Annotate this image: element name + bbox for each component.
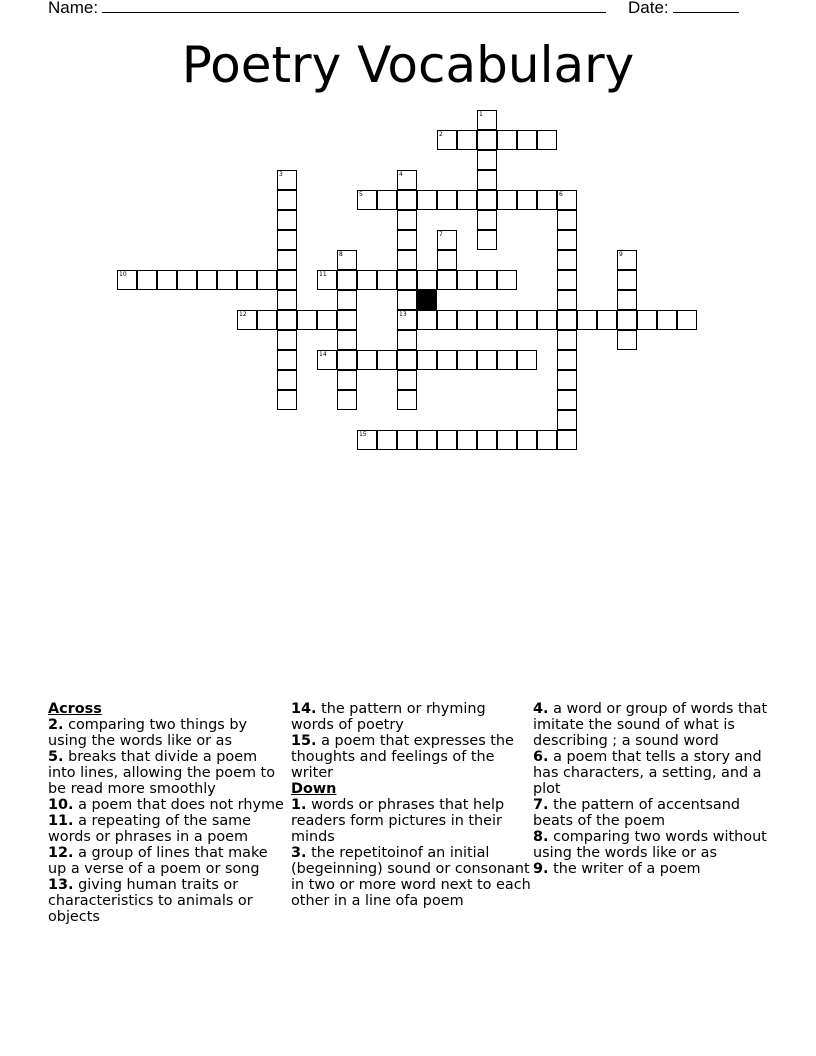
grid-cell[interactable] [377, 190, 397, 210]
clue-number: 10 [119, 271, 127, 278]
grid-cell[interactable] [397, 310, 417, 330]
grid-cell[interactable] [397, 350, 417, 370]
black-square [417, 290, 437, 310]
grid-cell[interactable] [557, 210, 577, 230]
grid-cell[interactable] [117, 270, 137, 290]
grid-cell[interactable] [277, 390, 297, 410]
grid-cell[interactable] [277, 290, 297, 310]
grid-cell[interactable] [617, 310, 637, 330]
grid-cell[interactable] [317, 270, 337, 290]
grid-cell[interactable] [377, 270, 397, 290]
grid-cell[interactable] [557, 190, 577, 210]
grid-cell[interactable] [277, 270, 297, 290]
clue-number: 1 [479, 111, 483, 118]
grid-cell[interactable] [377, 350, 397, 370]
grid-cell[interactable] [437, 430, 457, 450]
clue-across: 5. breaks that divide a poem into lines, allowing the poem to be read more smoothly [48, 749, 275, 797]
clue-across: 10. a poem that does not rhyme [48, 797, 284, 813]
grid-cell[interactable] [357, 350, 377, 370]
grid-cell[interactable] [337, 350, 357, 370]
grid-cell[interactable] [277, 350, 297, 370]
grid-cell[interactable] [297, 310, 317, 330]
clue-across: 15. a poem that expresses the thoughts and feelings of the writer [291, 733, 514, 781]
clue-number: 14 [319, 351, 327, 358]
grid-cell[interactable] [537, 430, 557, 450]
grid-cell[interactable] [397, 390, 417, 410]
grid-cell[interactable] [437, 310, 457, 330]
crossword-grid [0, 0, 816, 460]
grid-cell[interactable] [477, 310, 497, 330]
grid-cell[interactable] [557, 230, 577, 250]
clue-down: 7. the pattern of accentsand beats of the poem [533, 797, 740, 829]
clue-across: 2. comparing two things by using the words like or as [48, 717, 248, 749]
grid-cell[interactable] [557, 390, 577, 410]
clue-number: 4 [399, 171, 403, 178]
grid-cell[interactable] [277, 210, 297, 230]
clue-number: 2 [439, 131, 443, 138]
clue-number: 9 [619, 251, 623, 258]
grid-cell[interactable] [517, 430, 537, 450]
grid-cell[interactable] [397, 430, 417, 450]
name-label: Name: [48, 0, 99, 17]
down-heading: Down [291, 781, 337, 797]
grid-cell[interactable] [617, 330, 637, 350]
grid-cell[interactable] [517, 310, 537, 330]
grid-cell[interactable] [437, 270, 457, 290]
grid-cell[interactable] [517, 190, 537, 210]
grid-cell[interactable] [517, 130, 537, 150]
grid-cell[interactable] [557, 350, 577, 370]
grid-cell[interactable] [137, 270, 157, 290]
grid-cell[interactable] [457, 270, 477, 290]
grid-cell[interactable] [337, 290, 357, 310]
grid-cell[interactable] [577, 310, 597, 330]
grid-cell[interactable] [177, 270, 197, 290]
grid-cell[interactable] [277, 170, 297, 190]
page-title: Poetry Vocabulary [181, 36, 635, 94]
grid-cell[interactable] [277, 370, 297, 390]
grid-cell[interactable] [257, 270, 277, 290]
grid-cell[interactable] [477, 170, 497, 190]
grid-cell[interactable] [477, 350, 497, 370]
grid-cell[interactable] [597, 310, 617, 330]
grid-cell[interactable] [457, 350, 477, 370]
clue-number: 8 [339, 251, 343, 258]
grid-cell[interactable] [397, 210, 417, 230]
clue-across: 12. a group of lines that make up a verse of a poem or song [48, 845, 268, 877]
grid-cell[interactable] [477, 430, 497, 450]
grid-cell[interactable] [437, 250, 457, 270]
clue-across: 13. giving human traits or characteristics to animals or objects [48, 877, 253, 925]
grid-cell[interactable] [557, 370, 577, 390]
grid-cell[interactable] [377, 430, 397, 450]
clue-across: 11. a repeating of the same words or phrases in a poem [48, 813, 252, 845]
clue-down: 3. the repetitoinof an initial (begeinning) sound or consonant in two or more word next to each other in a line ofa poem [291, 845, 531, 909]
grid-cell[interactable] [497, 270, 517, 290]
grid-cell[interactable] [537, 130, 557, 150]
clue-down: 1. words or phrases that help readers form pictures in their minds [291, 797, 505, 845]
grid-cell[interactable] [397, 230, 417, 250]
grid-cell[interactable] [497, 190, 517, 210]
grid-cell[interactable] [417, 270, 437, 290]
grid-cell[interactable] [557, 430, 577, 450]
clue-number: 5 [359, 191, 363, 198]
grid-cell[interactable] [617, 250, 637, 270]
grid-cell[interactable] [357, 190, 377, 210]
clue-across: 14. the pattern or rhyming words of poetry [291, 701, 486, 733]
grid-cell[interactable] [497, 350, 517, 370]
across-heading: Across [48, 701, 102, 717]
grid-cell[interactable] [437, 230, 457, 250]
grid-cell[interactable] [337, 390, 357, 410]
grid-cell[interactable] [557, 290, 577, 310]
grid-cell[interactable] [557, 270, 577, 290]
grid-cell[interactable] [197, 270, 217, 290]
grid-cell[interactable] [337, 370, 357, 390]
grid-cell[interactable] [477, 150, 497, 170]
grid-cell[interactable] [557, 330, 577, 350]
grid-cell[interactable] [337, 250, 357, 270]
grid-cell[interactable] [237, 310, 257, 330]
grid-cell[interactable] [397, 270, 417, 290]
clue-column-2 [291, 701, 531, 909]
clue-column-1 [48, 701, 288, 925]
clue-down: 4. a word or group of words that imitate the sound of what is describing ; a sound word [533, 701, 768, 749]
grid-cell[interactable] [457, 430, 477, 450]
grid-cell[interactable] [397, 190, 417, 210]
grid-cell[interactable] [437, 350, 457, 370]
grid-cell[interactable] [277, 250, 297, 270]
grid-cell[interactable] [417, 430, 437, 450]
grid-cell[interactable] [637, 310, 657, 330]
grid-cell[interactable] [617, 270, 637, 290]
grid-cell[interactable] [237, 270, 257, 290]
grid-cell[interactable] [537, 310, 557, 330]
grid-cell[interactable] [277, 330, 297, 350]
grid-cell[interactable] [477, 230, 497, 250]
grid-cell[interactable] [217, 270, 237, 290]
grid-cell[interactable] [457, 310, 477, 330]
clue-down: 9. the writer of a poem [533, 861, 701, 877]
grid-cell[interactable] [437, 190, 457, 210]
clue-number: 3 [279, 171, 283, 178]
grid-cell[interactable] [397, 250, 417, 270]
grid-cell[interactable] [317, 310, 337, 330]
clue-down: 6. a poem that tells a story and has characters, a setting, and a plot [533, 749, 762, 797]
grid-cell[interactable] [497, 310, 517, 330]
grid-cell[interactable] [157, 270, 177, 290]
grid-cell[interactable] [397, 170, 417, 190]
grid-cell[interactable] [477, 190, 497, 210]
grid-cell[interactable] [397, 330, 417, 350]
clue-number: 7 [439, 231, 443, 238]
clue-number: 15 [359, 431, 367, 438]
grid-cell[interactable] [497, 430, 517, 450]
grid-cell[interactable] [277, 230, 297, 250]
grid-cell[interactable] [557, 410, 577, 430]
grid-cell[interactable] [477, 130, 497, 150]
grid-cell[interactable] [617, 290, 637, 310]
grid-cell[interactable] [477, 210, 497, 230]
grid-cell[interactable] [257, 310, 277, 330]
grid-cell[interactable] [357, 270, 377, 290]
grid-cell[interactable] [557, 250, 577, 270]
clue-down: 8. comparing two words without using the words like or as [533, 829, 767, 861]
clue-number: 13 [399, 311, 407, 318]
grid-cell[interactable] [457, 190, 477, 210]
grid-cell[interactable] [437, 130, 457, 150]
grid-cell[interactable] [417, 310, 437, 330]
clue-number: 11 [319, 271, 327, 278]
grid-cell[interactable] [337, 330, 357, 350]
date-label: Date: [628, 0, 669, 17]
clue-number: 6 [559, 191, 563, 198]
clue-column-3 [533, 701, 773, 877]
grid-cell[interactable] [317, 350, 337, 370]
grid-cell[interactable] [537, 190, 557, 210]
grid-cell[interactable] [397, 370, 417, 390]
grid-cell[interactable] [417, 190, 437, 210]
grid-cell[interactable] [557, 310, 577, 330]
grid-cell[interactable] [417, 350, 437, 370]
grid-cell[interactable] [477, 110, 497, 130]
grid-cell[interactable] [337, 310, 357, 330]
grid-cell[interactable] [477, 270, 497, 290]
grid-cell[interactable] [657, 310, 677, 330]
grid-cell[interactable] [277, 190, 297, 210]
grid-cell[interactable] [497, 130, 517, 150]
grid-cell[interactable] [357, 430, 377, 450]
grid-cell[interactable] [337, 270, 357, 290]
clue-number: 12 [239, 311, 247, 318]
grid-cell[interactable] [457, 130, 477, 150]
grid-cell[interactable] [277, 310, 297, 330]
grid-cell[interactable] [397, 290, 417, 310]
grid-cell[interactable] [677, 310, 697, 330]
grid-cell[interactable] [517, 350, 537, 370]
